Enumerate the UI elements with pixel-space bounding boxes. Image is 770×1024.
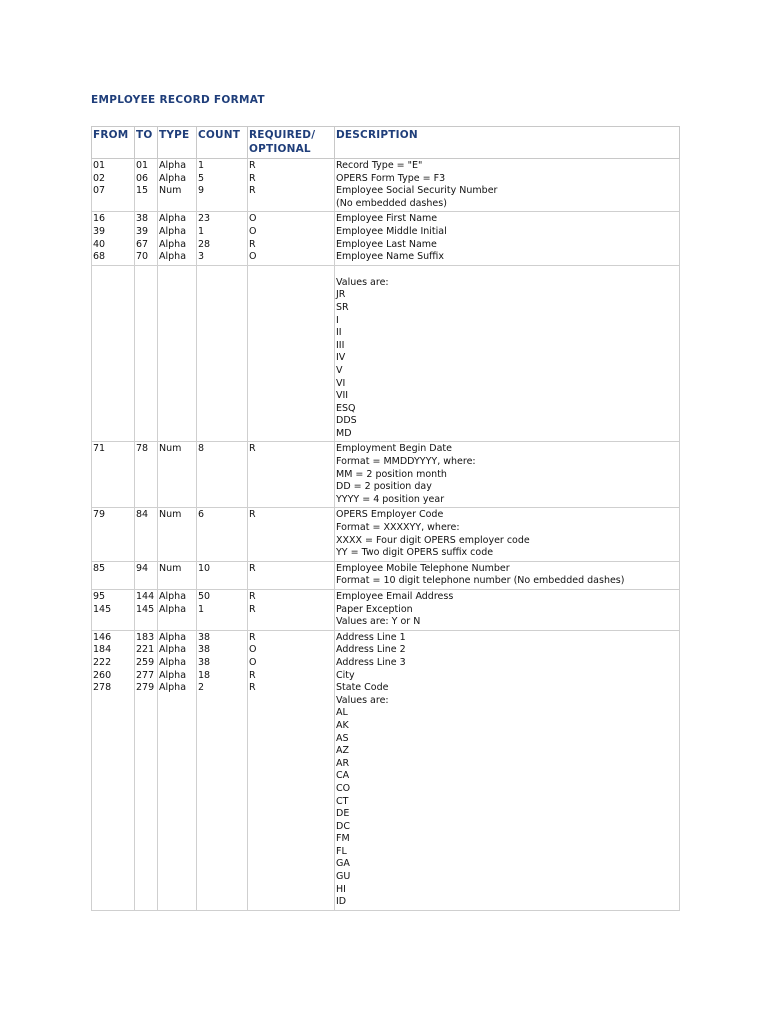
- description-line: JR: [336, 289, 346, 301]
- description-line: MD: [336, 427, 352, 439]
- description-line: V: [336, 364, 343, 376]
- table-row: [92, 212, 680, 265]
- count-value: 9: [198, 185, 205, 197]
- description-line: Address Line 1: [336, 631, 406, 643]
- count-value: 50: [198, 591, 211, 602]
- description-cell: [335, 265, 680, 442]
- from-value: 68: [93, 251, 106, 263]
- type-value: Alpha: [159, 631, 187, 643]
- to-cell: [135, 212, 158, 265]
- type-value: Alpha: [159, 682, 187, 694]
- from-value: 01: [93, 160, 106, 171]
- description-line: SR: [336, 301, 349, 313]
- description-line: Employee First Name: [336, 213, 438, 225]
- to-cell: [135, 442, 158, 508]
- to-value: 78: [136, 443, 149, 455]
- required-value: O: [249, 656, 257, 668]
- to-cell: [135, 590, 158, 631]
- spacer: [336, 267, 678, 277]
- to-value: 06: [136, 172, 149, 184]
- count-cell: [197, 590, 248, 631]
- header-from: FROM: [92, 127, 135, 159]
- type-cell: [158, 561, 197, 589]
- description-line: I: [336, 314, 339, 326]
- count-cell: [197, 265, 248, 442]
- description-cell: [335, 442, 680, 508]
- to-value: 145: [136, 603, 155, 615]
- required-cell: [248, 442, 335, 508]
- to-value: 183: [136, 631, 155, 643]
- description-line: OPERS Form Type = F3: [336, 172, 446, 184]
- description-line: FL: [336, 845, 347, 857]
- description-line: CT: [336, 795, 349, 807]
- required-value: R: [249, 160, 256, 171]
- description-cell: [335, 590, 680, 631]
- to-value: 15: [136, 185, 149, 197]
- count-cell: [197, 508, 248, 561]
- to-cell: [135, 508, 158, 561]
- to-cell: [135, 630, 158, 910]
- description-line: Record Type = "E": [336, 160, 423, 171]
- description-line: Format = MMDDYYYY, where:: [336, 456, 476, 468]
- description-line: IV: [336, 352, 346, 364]
- description-line: Format = XXXXYY, where:: [336, 522, 460, 534]
- count-value: 23: [198, 213, 211, 225]
- from-value: 146: [93, 631, 112, 643]
- from-cell: [92, 442, 135, 508]
- description-line: XXXX = Four digit OPERS employer code: [336, 534, 530, 546]
- description-line: DE: [336, 808, 350, 820]
- type-value: Num: [159, 443, 182, 455]
- from-value: 07: [93, 185, 106, 197]
- description-line: AS: [336, 732, 349, 744]
- from-cell: [92, 590, 135, 631]
- header-type: TYPE: [158, 127, 197, 159]
- to-value: 84: [136, 509, 149, 521]
- description-cell: [335, 630, 680, 910]
- record-format-table: [91, 126, 680, 911]
- table-row: [92, 508, 680, 561]
- table-row: [92, 590, 680, 631]
- description-line: ESQ: [336, 402, 356, 414]
- count-value: 18: [198, 669, 211, 681]
- description-line: Employee Middle Initial: [336, 225, 447, 237]
- description-line: Values are:: [336, 694, 389, 706]
- from-cell: [92, 630, 135, 910]
- description-line: ID: [336, 896, 347, 908]
- description-line: Employee Email Address: [336, 591, 454, 602]
- required-value: R: [249, 591, 256, 602]
- type-value: Alpha: [159, 656, 187, 668]
- description-line: AK: [336, 719, 349, 731]
- description-line: DC: [336, 820, 350, 832]
- count-value: 1: [198, 603, 205, 615]
- header-required-optional: [248, 127, 335, 159]
- description-line: GU: [336, 871, 351, 883]
- description-line: Employee Last Name: [336, 238, 437, 250]
- from-cell: [92, 508, 135, 561]
- from-value: 39: [93, 225, 106, 237]
- description-line: CA: [336, 770, 350, 782]
- description-line: Employee Name Suffix: [336, 251, 444, 263]
- to-value: 144: [136, 591, 155, 602]
- type-value: Alpha: [159, 669, 187, 681]
- header-optional-label: OPTIONAL: [249, 143, 311, 155]
- description-cell: [335, 561, 680, 589]
- count-value: 1: [198, 225, 205, 237]
- description-line: Address Line 2: [336, 644, 406, 656]
- required-cell: [248, 561, 335, 589]
- required-value: R: [249, 682, 256, 694]
- description-line: Employee Social Security Number: [336, 185, 498, 197]
- description-line: AL: [336, 707, 348, 719]
- to-cell: [135, 159, 158, 212]
- type-cell: [158, 442, 197, 508]
- from-cell: [92, 265, 135, 442]
- from-cell: [92, 159, 135, 212]
- to-value: 277: [136, 669, 155, 681]
- table-row: [92, 265, 680, 442]
- description-line: Address Line 3: [336, 656, 406, 668]
- count-value: 5: [198, 172, 205, 184]
- to-value: 94: [136, 562, 149, 574]
- description-cell: [335, 508, 680, 561]
- required-value: R: [249, 185, 256, 197]
- required-cell: [248, 265, 335, 442]
- description-line: FM: [336, 833, 350, 845]
- required-value: R: [249, 562, 256, 574]
- to-value: 01: [136, 160, 149, 171]
- table-row: [92, 561, 680, 589]
- description-line: DDS: [336, 415, 357, 427]
- count-cell: [197, 630, 248, 910]
- count-value: 8: [198, 443, 205, 455]
- description-line: MM = 2 position month: [336, 468, 447, 480]
- type-value: Alpha: [159, 213, 187, 225]
- to-value: 70: [136, 251, 149, 263]
- from-value: 79: [93, 509, 106, 521]
- from-value: 40: [93, 238, 106, 250]
- description-line: DD = 2 position day: [336, 481, 432, 493]
- type-cell: [158, 590, 197, 631]
- from-value: 71: [93, 443, 106, 455]
- description-line: Format = 10 digit telephone number (No embedded dashes): [336, 575, 625, 587]
- from-value: 85: [93, 562, 106, 574]
- required-cell: [248, 590, 335, 631]
- count-value: 38: [198, 644, 211, 656]
- document-title: EMPLOYEE RECORD FORMAT: [91, 94, 265, 106]
- type-value: Alpha: [159, 238, 187, 250]
- from-value: 145: [93, 603, 112, 615]
- required-cell: [248, 508, 335, 561]
- count-value: 38: [198, 631, 211, 643]
- count-cell: [197, 159, 248, 212]
- required-value: R: [249, 631, 256, 643]
- required-value: O: [249, 213, 257, 225]
- description-line: AR: [336, 757, 350, 769]
- to-value: 38: [136, 213, 149, 225]
- required-cell: [248, 159, 335, 212]
- from-value: 184: [93, 644, 112, 656]
- type-value: Num: [159, 509, 182, 521]
- required-value: O: [249, 225, 257, 237]
- description-line: OPERS Employer Code: [336, 509, 444, 521]
- required-value: R: [249, 238, 256, 250]
- required-value: R: [249, 669, 256, 681]
- description-line: State Code: [336, 682, 389, 694]
- from-value: 16: [93, 213, 106, 225]
- from-value: 95: [93, 591, 106, 602]
- required-value: R: [249, 509, 256, 521]
- type-value: Alpha: [159, 591, 187, 602]
- description-line: VII: [336, 390, 349, 402]
- type-value: Alpha: [159, 251, 187, 263]
- table-row: [92, 159, 680, 212]
- description-line: II: [336, 327, 342, 339]
- type-cell: [158, 265, 197, 442]
- description-line: (No embedded dashes): [336, 197, 447, 209]
- required-value: O: [249, 251, 257, 263]
- type-cell: [158, 630, 197, 910]
- required-value: R: [249, 172, 256, 184]
- description-line: YY = Two digit OPERS suffix code: [336, 547, 494, 559]
- count-cell: [197, 442, 248, 508]
- from-value: 222: [93, 656, 112, 668]
- from-cell: [92, 212, 135, 265]
- to-value: 259: [136, 656, 155, 668]
- required-cell: [248, 212, 335, 265]
- description-line: Values are:: [336, 276, 389, 288]
- description-line: HI: [336, 883, 346, 895]
- to-cell: [135, 561, 158, 589]
- from-value: 260: [93, 669, 112, 681]
- to-value: 67: [136, 238, 149, 250]
- type-value: Alpha: [159, 644, 187, 656]
- to-cell: [135, 265, 158, 442]
- count-value: 28: [198, 238, 211, 250]
- description-line: GA: [336, 858, 350, 870]
- to-value: 221: [136, 644, 155, 656]
- description-line: City: [336, 669, 355, 681]
- description-line: CO: [336, 782, 351, 794]
- description-line: YYYY = 4 position year: [336, 493, 445, 505]
- header-to: TO: [135, 127, 158, 159]
- type-value: Num: [159, 185, 182, 197]
- count-value: 3: [198, 251, 205, 263]
- count-value: 6: [198, 509, 205, 521]
- header-required-label: REQUIRED/: [249, 129, 316, 141]
- required-value: R: [249, 603, 256, 615]
- from-value: 278: [93, 682, 112, 694]
- description-line: III: [336, 339, 345, 351]
- type-value: Alpha: [159, 603, 187, 615]
- description-line: VI: [336, 377, 346, 389]
- table-header-row: [92, 127, 680, 159]
- table-row: [92, 442, 680, 508]
- count-value: 2: [198, 682, 205, 694]
- from-value: 02: [93, 172, 106, 184]
- type-value: Alpha: [159, 160, 187, 171]
- type-cell: [158, 212, 197, 265]
- table-row: [92, 630, 680, 910]
- count-value: 38: [198, 656, 211, 668]
- count-value: 10: [198, 562, 211, 574]
- count-cell: [197, 561, 248, 589]
- from-cell: [92, 561, 135, 589]
- description-cell: [335, 212, 680, 265]
- count-cell: [197, 212, 248, 265]
- description-line: Employee Mobile Telephone Number: [336, 562, 510, 574]
- type-value: Alpha: [159, 225, 187, 237]
- count-value: 1: [198, 160, 205, 171]
- header-description: DESCRIPTION: [335, 127, 680, 159]
- required-cell: [248, 630, 335, 910]
- type-cell: [158, 508, 197, 561]
- description-line: AZ: [336, 745, 350, 757]
- table-body: [92, 159, 680, 911]
- required-value: O: [249, 644, 257, 656]
- type-value: Num: [159, 562, 182, 574]
- type-value: Alpha: [159, 172, 187, 184]
- description-line: Paper Exception: [336, 603, 413, 615]
- description-line: Values are: Y or N: [336, 616, 421, 628]
- description-cell: [335, 159, 680, 212]
- header-count: COUNT: [197, 127, 248, 159]
- description-line: Employment Begin Date: [336, 443, 453, 455]
- to-value: 279: [136, 682, 155, 694]
- type-cell: [158, 159, 197, 212]
- to-value: 39: [136, 225, 149, 237]
- required-value: R: [249, 443, 256, 455]
